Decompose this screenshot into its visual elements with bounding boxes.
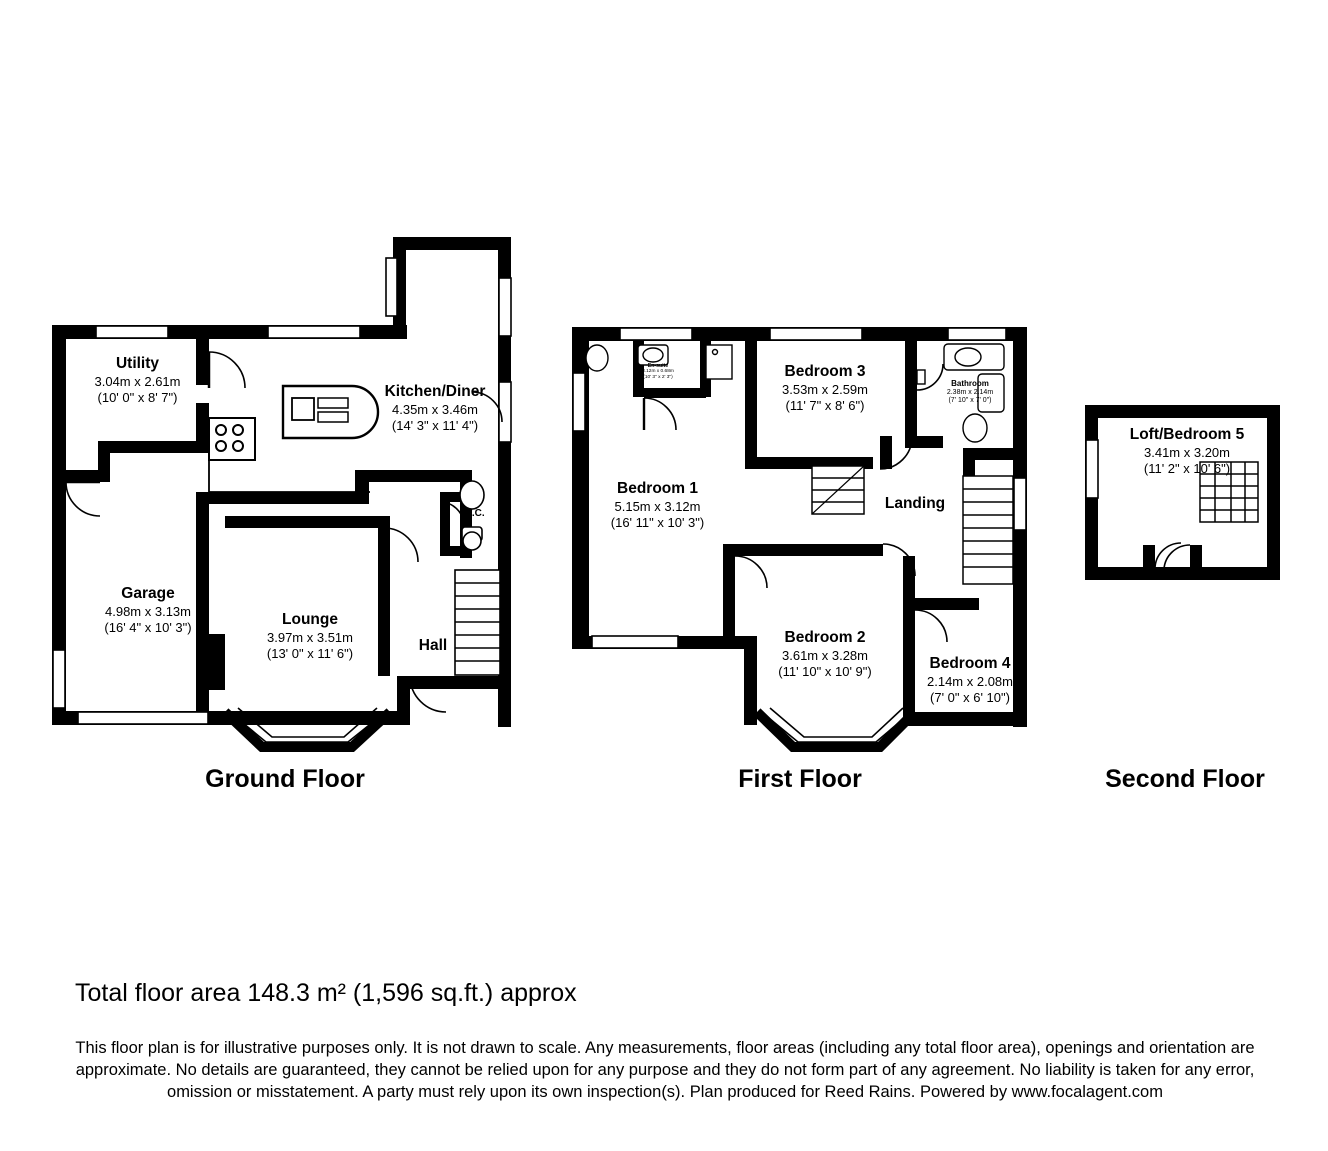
room-dimensions-imperial: (7' 10" x 7' 0") [948, 397, 992, 405]
room-dimensions-metric: 3.41m x 3.20m [1144, 444, 1230, 460]
wall [209, 492, 369, 504]
room-name: Loft/Bedroom 5 [1129, 426, 1245, 443]
room-name: Garage [121, 585, 175, 602]
room-label-bathroom [925, 379, 1015, 406]
room-dimensions-metric: 4.98m x 3.13m [105, 603, 191, 619]
wall [390, 711, 410, 725]
window [1014, 478, 1026, 530]
wall [98, 441, 110, 473]
window [53, 650, 65, 708]
wall [963, 448, 975, 476]
disclaimer-text: This floor plan is for illustrative purposes only. It is not drawn to scale. Any measurements, floor areas (including any total floor area), openings and orientation are approximate. No details are guaranteed, they cannot be relied upon for any purpose and they do not form part of any agreement. No liability is taken for any error, omission or misstatement. A party must rely upon its own inspection(s). Plan produced for Reed Rains. Powered by www.focalagent.com [75, 1039, 1255, 1101]
wall [1085, 405, 1280, 418]
floor-title-second: Second Floor [1105, 765, 1265, 793]
room-dimensions-metric: 3.12m x 0.68m [642, 369, 674, 375]
room-label-utility [50, 355, 225, 406]
floor-title-first: First Floor [738, 765, 862, 793]
wall [723, 544, 883, 556]
wall [1085, 567, 1280, 580]
window [620, 328, 692, 340]
room-label-bedroom-4 [880, 655, 1060, 706]
floor-title-ground: Ground Floor [205, 765, 365, 793]
room-label-garage [58, 585, 238, 636]
wall [905, 712, 1027, 726]
window [592, 636, 678, 648]
room-dimensions-imperial: (7' 0" x 6' 10") [930, 689, 1010, 705]
window [573, 373, 585, 431]
room-label-landing [855, 495, 975, 514]
room-name: Kitchen/Diner [384, 383, 486, 400]
room-dimensions-imperial: (10' 3" x 2' 3") [643, 375, 673, 381]
room-dimensions-imperial: (11' 7" x 8' 6") [785, 397, 865, 413]
window [770, 328, 862, 340]
room-dimensions-metric: 4.35m x 3.46m [392, 401, 478, 417]
wall [98, 441, 209, 453]
room-label-bedroom-3 [735, 363, 915, 414]
window [96, 326, 168, 338]
wall [723, 544, 735, 638]
room-name: Lounge [282, 611, 338, 628]
room-dimensions-metric: 3.04m x 2.61m [94, 373, 181, 389]
room-name: Bathroom [951, 379, 989, 388]
wall [1143, 545, 1155, 569]
room-label-ensuite [618, 363, 698, 381]
wall [1190, 545, 1202, 569]
wall [355, 470, 369, 504]
room-name: Bedroom 1 [617, 480, 698, 497]
window [268, 326, 360, 338]
room-dimensions-imperial: (11' 10" x 10' 9") [778, 663, 872, 679]
wall [369, 470, 465, 482]
room-name: Bedroom 4 [929, 655, 1011, 672]
room-label-bedroom-1 [565, 480, 750, 531]
room-dimensions-imperial: (14' 3" x 11' 4") [391, 417, 479, 433]
window [386, 258, 397, 316]
room-name: Bedroom 3 [784, 363, 866, 380]
wall [880, 436, 892, 469]
room-dimensions-imperial: (11' 2" x 10' 6") [1143, 460, 1231, 476]
window [499, 278, 511, 336]
room-label-wc: W.C. [463, 508, 485, 519]
staircase [455, 570, 500, 675]
total-floor-area: Total floor area 148.3 m² (1,596 sq.ft.) approx [75, 979, 577, 1007]
room-dimensions-metric: 3.53m x 2.59m [782, 381, 868, 397]
room-dimensions-imperial: (10' 0" x 8' 7") [97, 389, 178, 405]
room-dimensions-metric: 5.15m x 3.12m [614, 498, 701, 514]
room-label-loft-bedroom-5 [1092, 426, 1282, 477]
room-dimensions-imperial: (13' 0" x 11' 6") [266, 645, 354, 661]
room-dimensions-metric: 2.38m x 2.14m [946, 388, 994, 396]
room-name: Hall [418, 637, 448, 654]
room-name: Utility [115, 355, 160, 372]
wall [196, 403, 209, 445]
window [78, 712, 208, 724]
room-label-kitchen-diner [340, 383, 530, 434]
room-dimensions-metric: 3.61m x 3.28m [782, 647, 868, 663]
wall [197, 634, 225, 690]
room-name: Landing [884, 495, 946, 512]
wall [397, 676, 511, 689]
room-dimensions-metric: 3.97m x 3.51m [267, 629, 353, 645]
wall [644, 388, 706, 398]
wall [66, 470, 110, 482]
room-dimensions-imperial: (16' 11" x 10' 3") [610, 514, 705, 530]
room-label-hall [388, 637, 478, 656]
staircase [963, 476, 1013, 584]
room-dimensions-metric: 2.14m x 2.08m [927, 673, 1013, 689]
wall [393, 237, 511, 250]
room-name: En-suite [647, 363, 669, 369]
wall [225, 516, 390, 528]
room-dimensions-imperial: (16' 4" x 10' 3") [104, 619, 192, 635]
room-label-lounge [225, 611, 395, 662]
room-name: Bedroom 2 [784, 629, 866, 646]
window [948, 328, 1006, 340]
